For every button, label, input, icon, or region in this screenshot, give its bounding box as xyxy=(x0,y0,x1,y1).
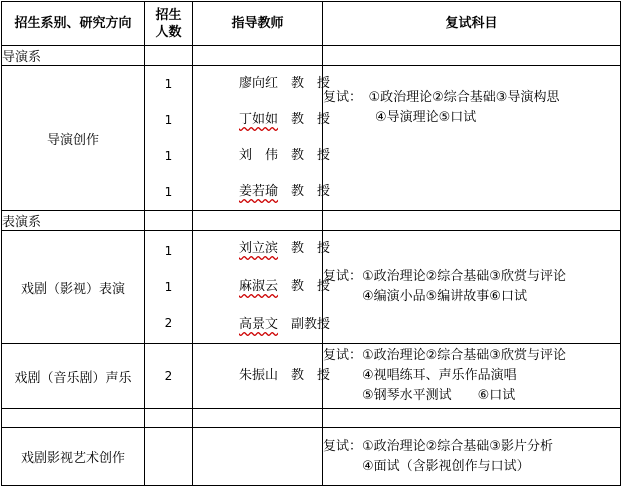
exam-line: 复试：①政治理论②综合基础③欣赏与评论 xyxy=(323,348,566,363)
teacher-name: 刘立滨 xyxy=(239,241,279,256)
number-cell xyxy=(145,231,193,344)
enrollment-count: 1 xyxy=(164,280,173,294)
exam-line: ④编演小品⑤编讲故事⑥口试 xyxy=(323,289,527,304)
dept-row-acting xyxy=(2,211,621,231)
number-cell xyxy=(145,344,193,409)
direction-row-film-art-creation xyxy=(2,428,621,486)
header-row xyxy=(2,2,621,46)
teacher-entry xyxy=(193,66,331,102)
enrollment-count: 1 xyxy=(164,149,173,163)
direction-row-directing-creation xyxy=(2,66,621,211)
dept-row-empty xyxy=(2,409,621,428)
teacher-entry xyxy=(193,138,331,174)
direction-name: 戏剧（影视）表演 xyxy=(2,231,145,344)
exam-line: ④面试（含影视创作与口试） xyxy=(323,458,530,474)
header-number-line2: 人数 xyxy=(155,24,182,40)
teacher-entry xyxy=(193,307,331,343)
teacher-name: 麻淑云 xyxy=(239,279,279,294)
teacher-entry xyxy=(193,102,331,138)
exam-line: ④视唱练耳、声乐作品演唱 xyxy=(323,368,517,383)
teacher-cell xyxy=(193,428,323,486)
teacher-title: 教 授 xyxy=(291,241,331,256)
teacher-name: 丁如如 xyxy=(239,112,279,127)
teacher-name: 刘 伟 xyxy=(239,148,279,163)
exam-line: 复试：①政治理论②综合基础③欣赏与评论 xyxy=(323,269,566,284)
teacher-title: 教 授 xyxy=(291,76,331,91)
dept-name: 导演系 xyxy=(2,46,145,66)
dept-name: 表演系 xyxy=(2,211,145,231)
teacher-title: 教 授 xyxy=(291,368,331,383)
exam-cell xyxy=(323,344,621,409)
teacher-entry xyxy=(193,267,331,307)
header-teacher: 指导教师 xyxy=(193,2,323,46)
exam-cell xyxy=(323,428,621,486)
teacher-entry xyxy=(193,358,331,394)
teacher-name: 高景文 xyxy=(239,317,279,332)
exam-line: ④导演理论⑤口试 xyxy=(323,110,477,125)
teacher-title: 教 授 xyxy=(291,279,331,294)
direction-name: 导演创作 xyxy=(2,66,145,211)
exam-line: 复试：①政治理论②综合基础③影片分析 xyxy=(323,438,553,454)
teacher-entry xyxy=(193,231,331,267)
direction-name: 戏剧影视艺术创作 xyxy=(2,428,145,486)
enrollment-count: 1 xyxy=(164,244,173,258)
teacher-entry xyxy=(193,174,331,210)
exam-line: 复试： ①政治理论②综合基础③导演构思 xyxy=(323,90,560,105)
teacher-cell xyxy=(193,344,331,409)
header-number-line1: 招生 xyxy=(155,7,182,23)
teacher-cell xyxy=(193,231,331,344)
teacher-title: 教 授 xyxy=(291,148,331,163)
exam-cell xyxy=(323,231,621,344)
exam-line: ⑤钢琴水平测试 ⑥口试 xyxy=(323,388,516,403)
direction-name: 戏剧（音乐剧）声乐 xyxy=(2,344,145,409)
teacher-cell xyxy=(193,66,331,211)
teacher-name: 姜若瑜 xyxy=(239,184,279,199)
teacher-name: 朱振山 xyxy=(239,368,279,383)
header-dept: 招生系别、研究方向 xyxy=(2,2,145,46)
enrollment-count: 2 xyxy=(164,316,173,330)
dept-row-directing xyxy=(2,46,621,66)
number-cell xyxy=(145,66,193,211)
header-exam: 复试科目 xyxy=(323,2,621,46)
direction-row-musical-vocal xyxy=(2,344,621,409)
number-cell xyxy=(145,428,193,486)
dept-name xyxy=(2,409,145,428)
teacher-title: 副教授 xyxy=(291,317,331,332)
teacher-title: 教 授 xyxy=(291,112,331,127)
exam-cell xyxy=(323,66,621,211)
enrollment-count: 2 xyxy=(164,369,173,383)
admissions-table xyxy=(1,1,621,486)
header-number xyxy=(145,2,193,46)
enrollment-count: 1 xyxy=(164,185,173,199)
enrollment-count: 1 xyxy=(164,77,173,91)
enrollment-count: 1 xyxy=(164,113,173,127)
teacher-title: 教 授 xyxy=(291,184,331,199)
teacher-name: 廖向红 xyxy=(239,76,279,91)
direction-row-drama-acting xyxy=(2,231,621,344)
